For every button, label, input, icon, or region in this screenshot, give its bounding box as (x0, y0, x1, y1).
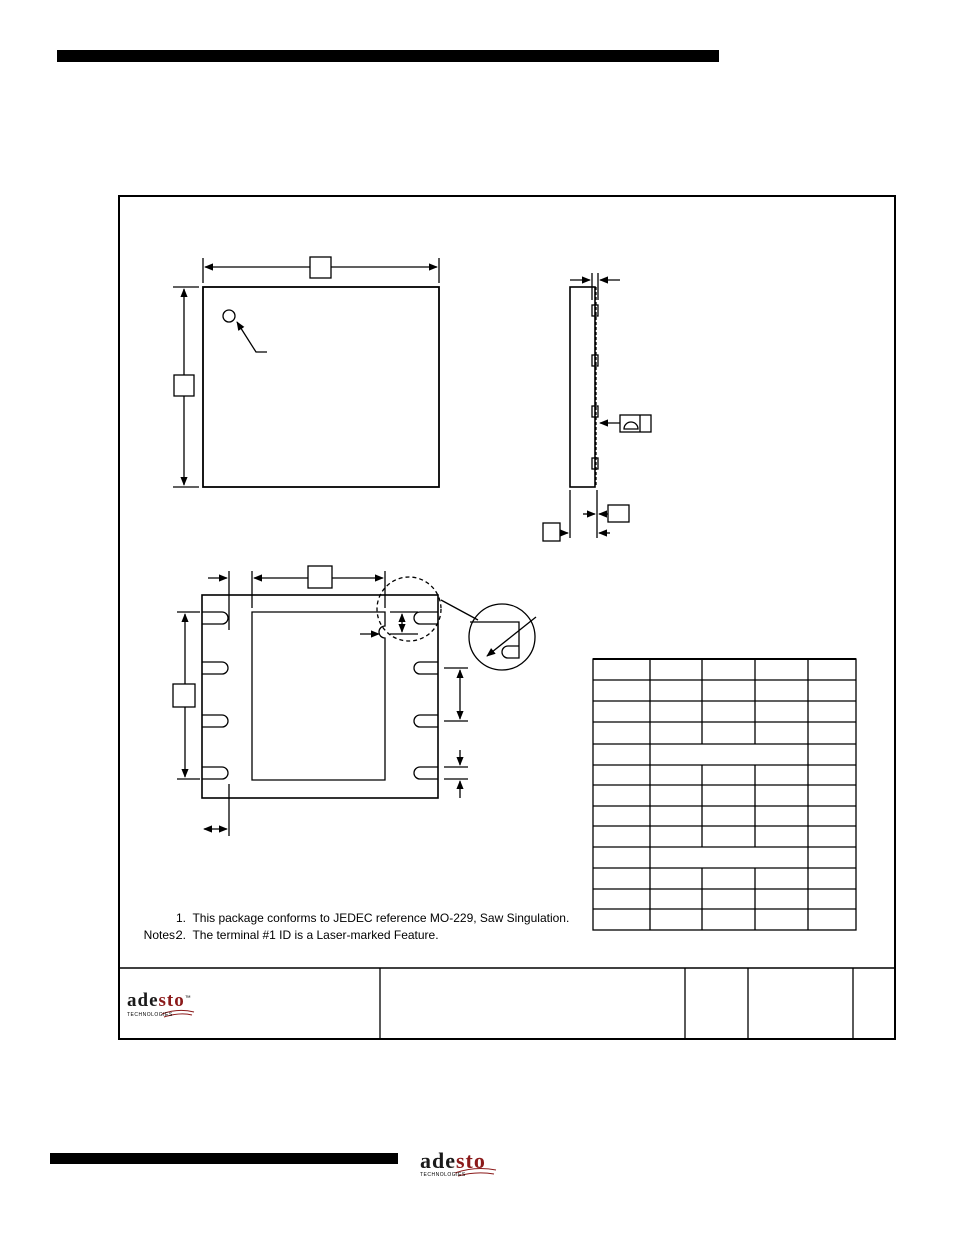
notes (137, 910, 178, 944)
bottom-view (173, 566, 536, 836)
title-block (118, 968, 896, 1040)
logo-brand-right: sto (158, 990, 185, 1011)
footer-logo-tagline: TECHNOLOGIES (420, 1172, 466, 1178)
title-block-logo (127, 990, 217, 1020)
logo-trademark: ™ (184, 995, 191, 1002)
note-1: 1. This package conforms to JEDEC reference MO-229, Saw Singulation. (176, 911, 570, 925)
footer-logo-brand-right: sto (456, 1148, 486, 1173)
side-view (543, 273, 651, 541)
footer-logo (420, 1148, 510, 1180)
note-2: 2. The terminal #1 ID is a Laser-marked Feature. (176, 928, 439, 942)
logo-tagline: TECHNOLOGIES (127, 1012, 173, 1018)
dimension-table (593, 659, 856, 930)
footer-logo-brand-left: ade (420, 1148, 456, 1173)
top-view (173, 257, 439, 487)
logo-brand-left: ade (127, 990, 159, 1011)
notes-prefix: Notes: (143, 928, 179, 942)
